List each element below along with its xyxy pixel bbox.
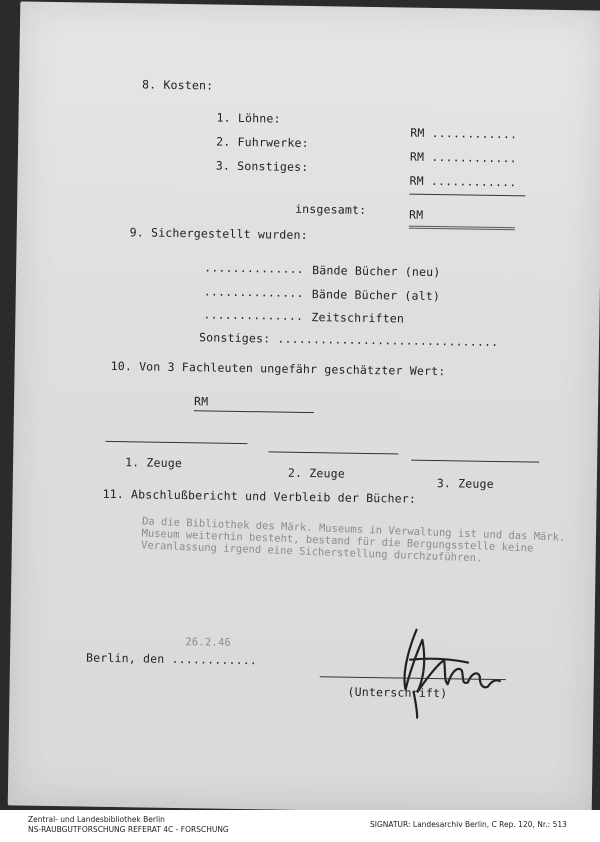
witness-1-label: 1. Zeuge <box>125 455 183 471</box>
cost-item-amount: RM ............ <box>410 125 518 142</box>
sum-rule <box>409 194 525 197</box>
value-rule <box>194 410 314 413</box>
cost-item-amount: RM ............ <box>409 173 517 190</box>
footer-signature: SIGNATUR: Landesarchiv Berlin, C Rep. 120, Nr.: 513 <box>370 820 567 829</box>
cost-item-amount: RM ............ <box>409 149 517 166</box>
secured-dots: .............. <box>203 307 304 323</box>
document-page <box>8 1 600 814</box>
witness-2-label: 2. Zeuge <box>287 465 346 481</box>
section-11-title: 11. Abschlußbericht und Verbleib der Bücher: <box>102 486 417 506</box>
archive-footer <box>0 810 600 842</box>
estimated-value: RM <box>193 394 209 409</box>
section-10-title: 10. Von 3 Fachleuten ungefähr geschätzter Wert: <box>110 358 446 379</box>
total-label: insgesamt: <box>295 201 367 217</box>
secured-dots: .............. <box>203 284 304 300</box>
secured-item-label: Bände Bücher (neu) <box>312 263 441 280</box>
secured-dots: .............. <box>204 260 305 276</box>
footer-library: Zentral- und Landesbibliothek Berlin <box>28 815 165 824</box>
witness-2-line <box>268 451 398 454</box>
handwritten-signature <box>387 619 509 721</box>
total-amount: RM <box>408 207 424 222</box>
total-double-rule <box>409 226 515 231</box>
witness-1-line <box>105 441 247 444</box>
secured-item-label: Bände Bücher (alt) <box>311 287 441 304</box>
cost-item-label: 3. Sonstiges: <box>215 158 309 175</box>
section-9-title: 9. Sichergestellt wurden: <box>129 225 308 243</box>
witness-3-line <box>411 460 539 463</box>
cost-item-label: 2. Fuhrwerke: <box>216 134 309 151</box>
secured-item-label: Zeitschriften <box>311 310 405 326</box>
date-value: 26.2.46 <box>185 636 232 649</box>
witness-3-label: 3. Zeuge <box>436 476 494 491</box>
footer-department: NS-RAUBGUTFORSCHUNG REFERAT 4C - FORSCHUNG <box>28 825 229 834</box>
place-date-line: Berlin, den ............ <box>85 650 258 668</box>
cost-item-label: 1. Löhne: <box>216 110 281 126</box>
secured-other: Sonstiges: ............................... <box>198 330 499 350</box>
final-report-text: Da die Bibliothek des Märk. Museums in Verwaltung ist und das Märk. Museum weiterhin besteht, bestand für die Bergungsstelle keine Veranlassung irgend eine Sicherstellung durchzuführen. <box>140 515 566 565</box>
section-8-title: 8. Kosten: <box>141 77 214 93</box>
signature-caption: (Unterschrift) <box>347 684 448 701</box>
